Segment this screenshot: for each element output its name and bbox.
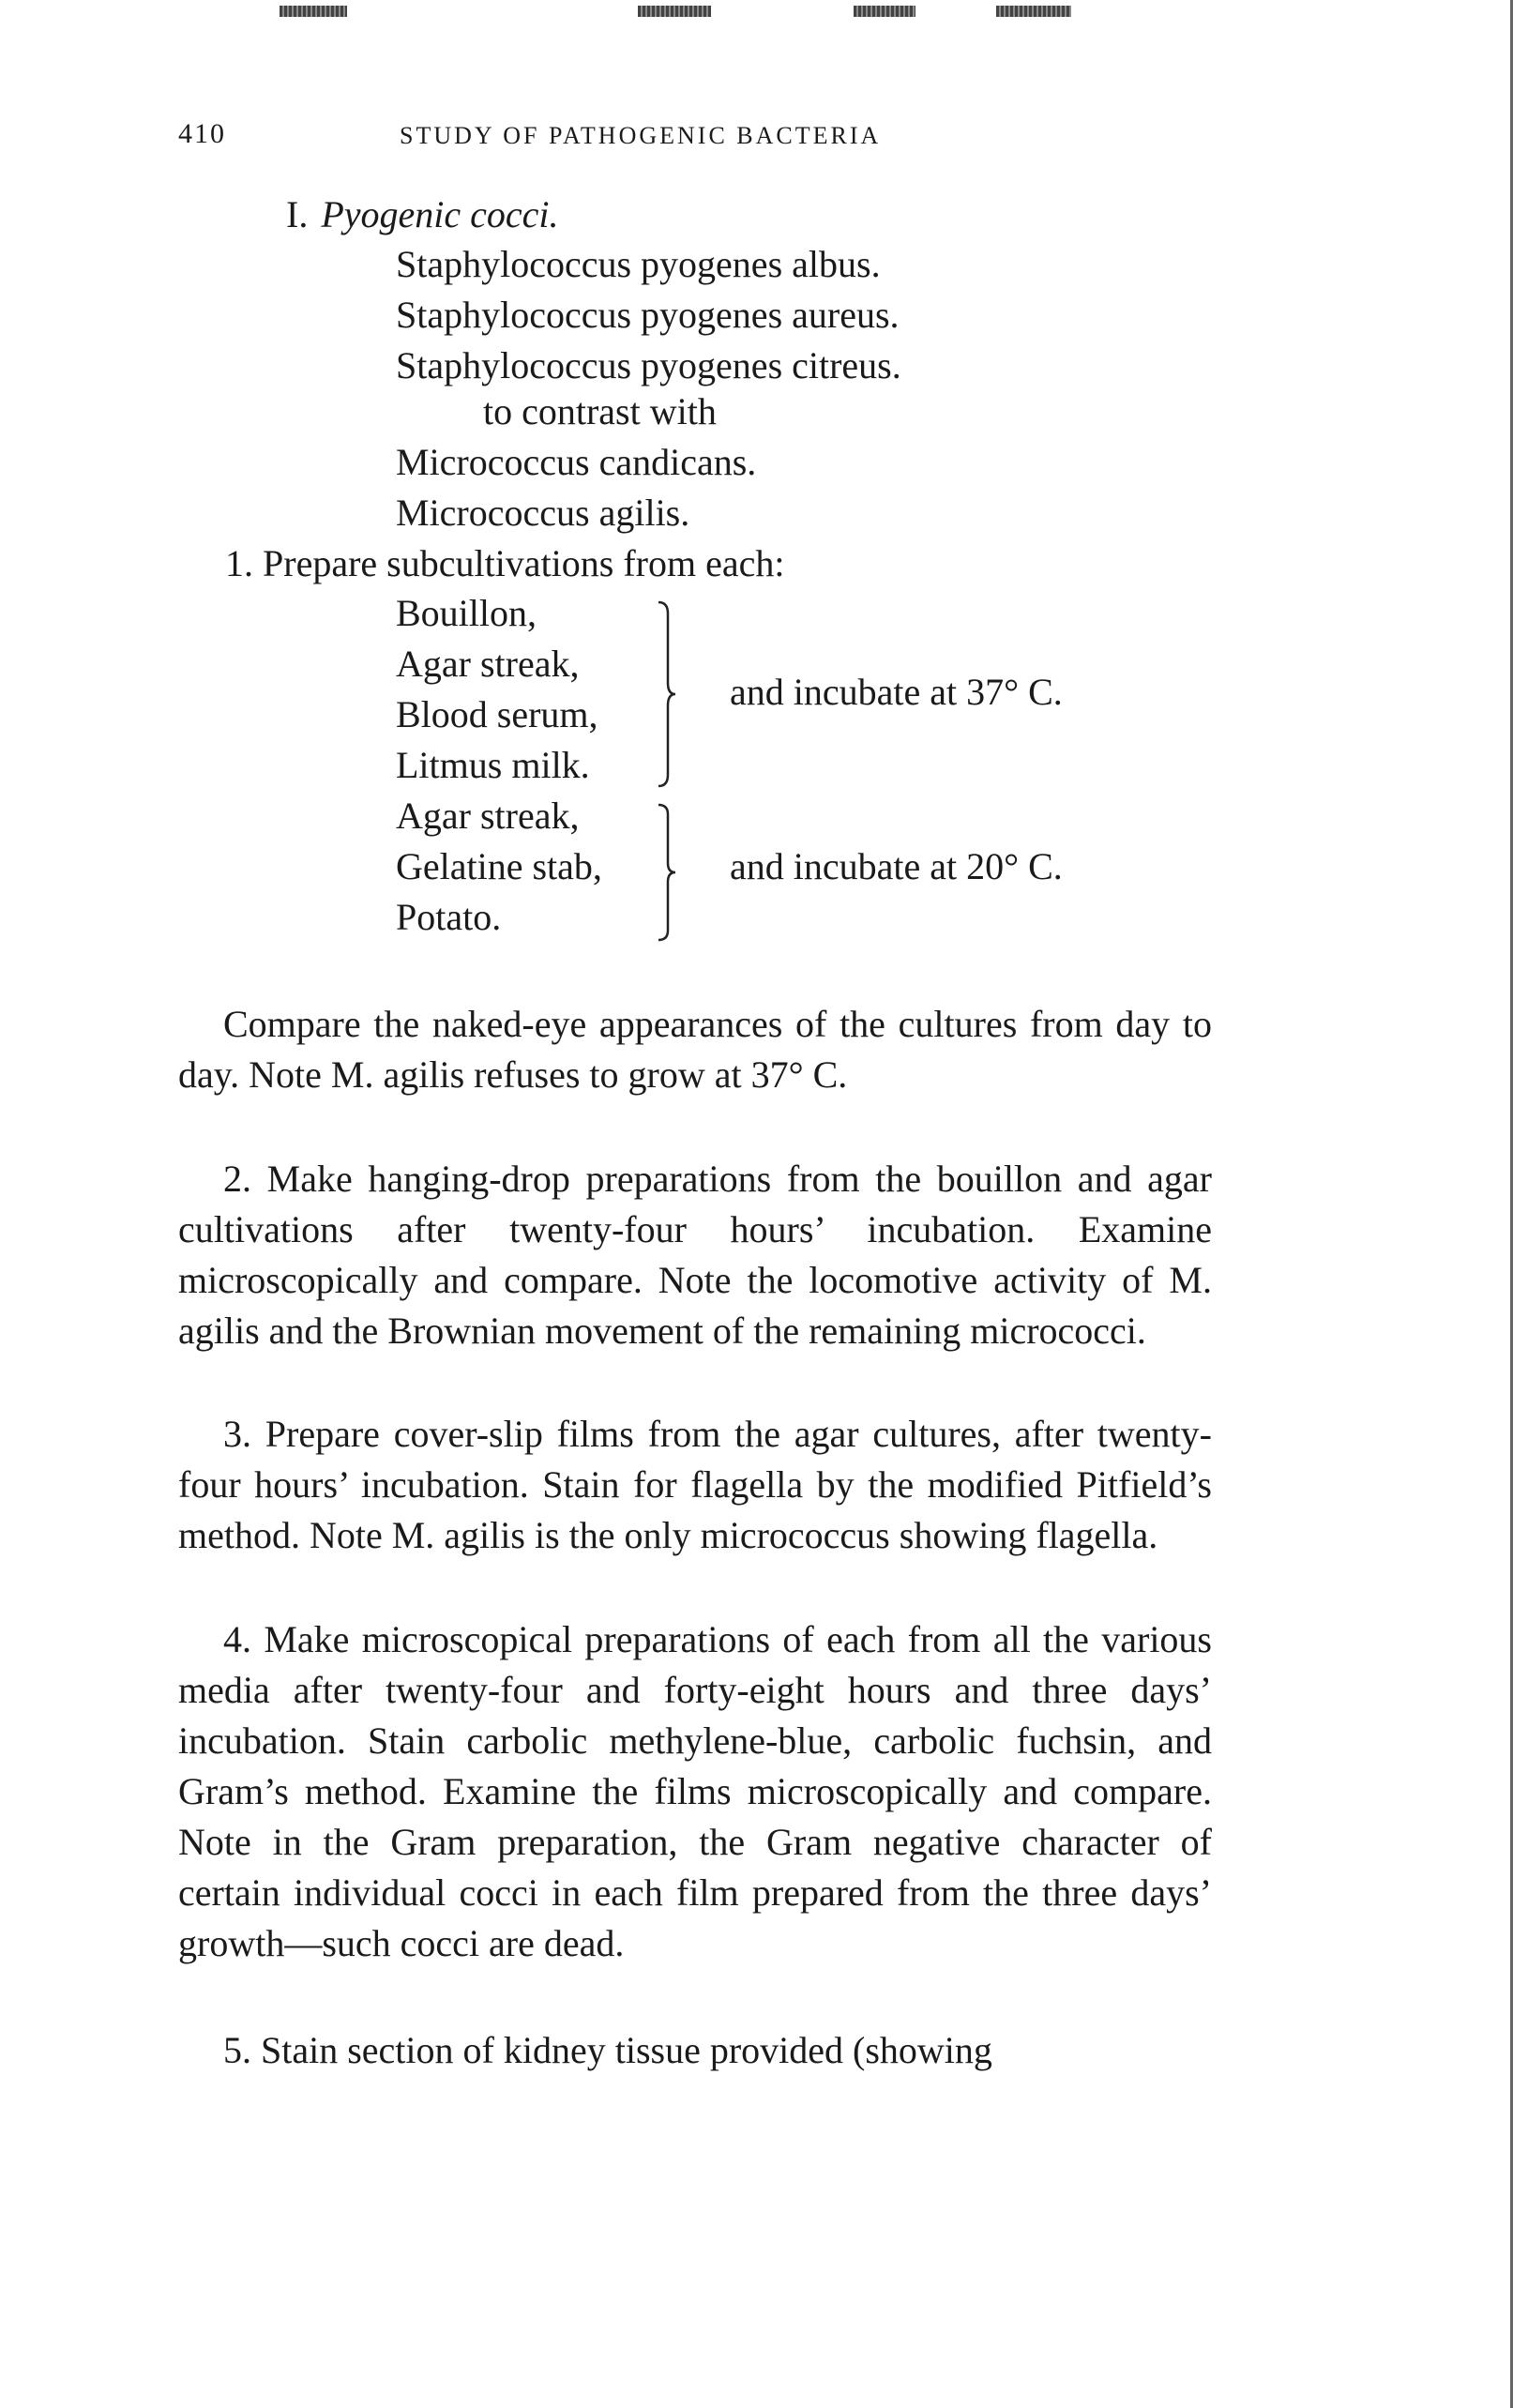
medium-line: Agar streak, bbox=[396, 643, 580, 685]
medium-line: Agar streak, bbox=[396, 795, 580, 837]
organism-line: Micrococcus agilis. bbox=[396, 492, 690, 534]
scan-artifact bbox=[854, 6, 915, 17]
paragraph-text: 4. Make microscopical preparations of each from all the various media after twenty-four and forty-eight hours and three days’ incubation. Stain carbolic methylene-blue, carbolic fuchsin, and Gram’s method. Examine the films microscopically and compare. Note in the Gram preparation, the Gram negative character of certain individual cocci in each film prepared from the three days’ growth—such cocci are dead. bbox=[178, 1618, 1212, 1964]
organism-line: Micrococcus candicans. bbox=[396, 441, 757, 483]
page-edge-line bbox=[1510, 0, 1513, 2408]
paragraph-text: Compare the naked-eye appearances of the cultures from day to day. Note M. agilis refuses to grow at 37° C. bbox=[178, 1003, 1212, 1096]
running-header bbox=[178, 118, 1229, 156]
paragraph bbox=[178, 1154, 1212, 1356]
paragraph bbox=[178, 999, 1212, 1100]
paragraph-text: 2. Make hanging-drop preparations from the bouillon and agar cultivations after twenty-four hours’ incubation. Examine microscopically and compare. Note the locomotive activity of M. agilis and the Brownian movement of the remaining micrococci. bbox=[178, 1158, 1212, 1352]
medium-line: Blood serum, bbox=[396, 693, 598, 735]
paragraph bbox=[178, 1614, 1212, 1969]
incubation-instruction: and incubate at 20° C. bbox=[730, 845, 1063, 887]
medium-line: Litmus milk. bbox=[396, 744, 590, 786]
paragraph bbox=[178, 1409, 1212, 1561]
medium-line: Potato. bbox=[396, 896, 502, 938]
scan-artifact bbox=[996, 6, 1071, 17]
scan-artifact bbox=[280, 6, 347, 17]
organism-line: Staphylococcus pyogenes albus. bbox=[396, 243, 881, 285]
contrast-label: to contrast with bbox=[483, 390, 717, 432]
step-number: 1. bbox=[225, 542, 253, 584]
section-title: Pyogenic cocci. bbox=[321, 193, 559, 235]
section-number: I. bbox=[286, 193, 309, 235]
step-text: Prepare subcultivations from each: bbox=[263, 542, 785, 584]
page-number: 410 bbox=[178, 118, 226, 149]
medium-line: Bouillon, bbox=[396, 592, 537, 634]
paragraph-text: 3. Prepare cover-slip films from the agar cultures, after twenty-four hours’ incubation. Stain for flagella by the modified Pitfield’s method. Note M. agilis is the only micrococcus showing flagella. bbox=[178, 1413, 1212, 1556]
right-brace bbox=[657, 600, 677, 788]
medium-line: Gelatine stab, bbox=[396, 845, 602, 887]
running-title: STUDY OF PATHOGENIC BACTERIA bbox=[400, 122, 882, 149]
right-brace bbox=[657, 803, 677, 942]
organism-line: Staphylococcus pyogenes citreus. bbox=[396, 344, 901, 386]
paragraph-text: 5. Stain section of kidney tissue provided (showing bbox=[223, 2029, 992, 2071]
step-1 bbox=[225, 541, 784, 586]
incubation-instruction: and incubate at 37° C. bbox=[730, 671, 1063, 713]
organism-line: Staphylococcus pyogenes aureus. bbox=[396, 294, 900, 336]
scan-artifact bbox=[638, 6, 711, 17]
paragraph bbox=[178, 2025, 1212, 2076]
section-heading bbox=[286, 192, 559, 237]
